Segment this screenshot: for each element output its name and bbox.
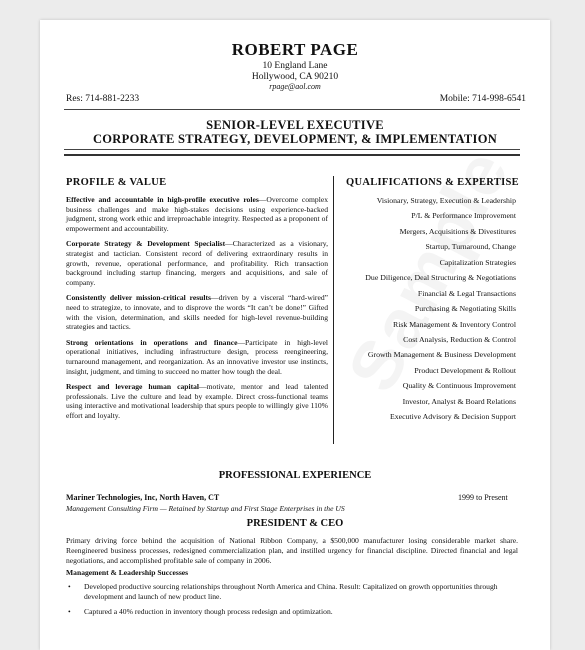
profile-paragraph <box>66 293 328 331</box>
residence-phone: Res: 714-881-2233 <box>66 94 140 104</box>
profile-section <box>66 195 328 426</box>
firm-description: Management Consulting Firm — Retained by Startup and First Stage Enterprises in the US <box>66 504 345 513</box>
success-text: Captured a 40% reduction in inventory though process redesign and optimization. <box>84 607 333 616</box>
address-line-2: Hollywood, CA 90210 <box>251 72 339 82</box>
headline-divider <box>64 149 520 150</box>
qualification-item: Executive Advisory & Decision Support <box>389 412 516 422</box>
headline-subtitle: CORPORATE STRATEGY, DEVELOPMENT, & IMPLEMENTATION <box>92 132 498 146</box>
profile-text: —Overcome complex business challenges and make high-stakes decisions using experience-backed judgment, strong work ethic and irreproachable integrity. Respected as a proponent of empowerment and accountability. <box>66 195 329 233</box>
qualifications-list <box>336 195 516 427</box>
profile-paragraph <box>66 338 328 376</box>
qualification-item: Investor, Analyst & Board Relations <box>402 396 516 406</box>
profile-paragraph <box>66 239 328 287</box>
bullet-dot-icon: • <box>68 582 71 591</box>
email-address[interactable]: rpage@aol.com <box>269 82 321 91</box>
qualification-item: Quality & Continuous Improvement <box>402 381 516 391</box>
successes-heading: Management & Leadership Successes <box>66 568 189 577</box>
successes-list <box>66 582 518 622</box>
qualification-item: Product Development & Rollout <box>414 365 516 375</box>
qualification-item: Purchasing & Negotiating Skills <box>414 304 516 314</box>
headline-title: SENIOR-LEVEL EXECUTIVE <box>206 118 384 132</box>
column-divider <box>333 176 334 444</box>
profile-lead: Effective and accountable in high-profile executive roles <box>66 195 259 204</box>
bullet-dot-icon: • <box>68 607 71 616</box>
address-line-1: 10 England Lane <box>262 61 328 71</box>
profile-lead: Respect and leverage human capital <box>66 382 200 392</box>
qualification-item: Visionary, Strategy, Execution & Leadership <box>376 196 516 205</box>
profile-lead: Corporate Strategy & Development Specialist <box>66 239 226 249</box>
qualification-item: Financial & Legal Transactions <box>417 288 516 298</box>
company-name: Mariner Technologies, Inc, North Haven, CT <box>66 493 220 502</box>
profile-lead: Strong orientations in operations and finance <box>66 337 238 347</box>
qualification-item: Growth Management & Business Development <box>367 350 516 360</box>
resume-page <box>40 20 550 650</box>
job-title: PRESIDENT & CEO <box>246 518 344 529</box>
profile-text: —Characterized as a visionary, strategist and tactician. Consistent record of delivering extraordinary results in growth, revenue, operational performance, and profitability. Rich transaction background including startup financing, mergers and acquisitions, and sale of company. <box>66 239 329 287</box>
headline-divider-thick <box>64 154 520 156</box>
qualification-item: Mergers, Acquisitions & Divestitures <box>399 226 516 236</box>
qualifications-heading: QUALIFICATIONS & EXPERTISE <box>346 177 519 188</box>
header-divider <box>64 109 520 110</box>
candidate-name: ROBERT PAGE <box>231 40 359 59</box>
profile-text: —motivate, mentor and lead talented professionals. Live the culture and lead by example. Direct cross-functional teams using interactive and motivational leadership that spurs people to willingly give 110% effort and loyalty. <box>66 382 328 420</box>
qualification-item: Due Diligence, Deal Structuring & Negotiations <box>365 273 516 283</box>
qualification-item: Capitalization Strategies <box>439 257 516 267</box>
success-text: Developed productive sourcing relationships throughout North America and China. Result: Capitalized on growth opportunities through development and launch of new product line. <box>84 582 498 601</box>
mobile-phone: Mobile: 714-998-6541 <box>439 94 526 104</box>
profile-text: —driven by a visceral “hard-wired” need to strategize, to innovate, and to disprove the words “It can’t be done!” Gifted with the vision, determination, and skills needed for high-level revenue-building strategies and tactics. <box>66 293 328 332</box>
success-bullet <box>66 582 518 602</box>
qualification-item: Risk Management & Inventory Control <box>393 319 516 329</box>
profile-heading: PROFILE & VALUE <box>66 177 167 188</box>
success-bullet <box>66 607 518 617</box>
employment-dates: 1999 to Present <box>458 493 508 502</box>
qualification-item: Cost Analysis, Reduction & Control <box>403 334 516 344</box>
experience-heading: PROFESSIONAL EXPERIENCE <box>218 470 372 481</box>
profile-paragraph <box>66 382 328 420</box>
profile-lead: Consistently deliver mission-critical results <box>66 293 211 303</box>
qualification-item: P/L & Performance Improvement <box>411 211 516 221</box>
role-summary: Primary driving force behind the acquisition of National Ribbon Company, a $500,000 manufacturer losing considerable market share. Reengineered business processes, redesigned commercialization plan, and instilled urgency for financial discipline. Directed financial and legal negotiations, and accomplished profitable sale of company in 2006. <box>66 536 518 565</box>
qualification-item: Startup, Turnaround, Change <box>425 242 516 252</box>
profile-paragraph <box>66 195 328 233</box>
profile-text: —Participate in high-level operational initiatives, including infrastructure design, process reengineering, turnaround management, and reorganization. As an innovative investor use instincts, insight, judgment, and timing to succeed no matter how tough the deal. <box>66 337 328 376</box>
